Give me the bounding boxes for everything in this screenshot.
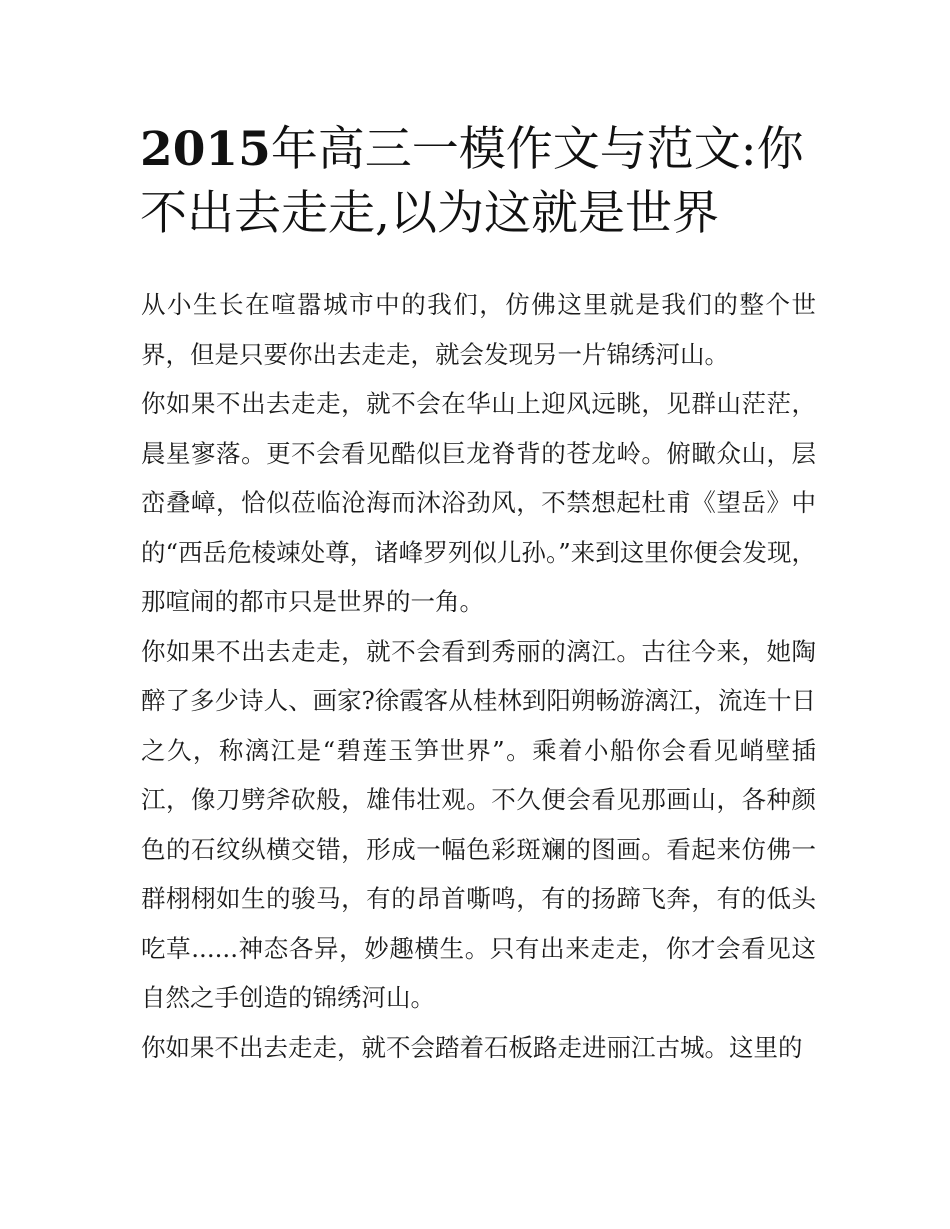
paragraph-1: 从小生长在喧嚣城市中的我们，仿佛这里就是我们的整个世界，但是只要你出去走走，就会发现另一片锦绣河山。 — [141, 290, 816, 369]
paragraph-4: 你如果不出去走走，就不会踏着石板路走进丽江古城。这里的 — [141, 1032, 803, 1062]
title-text: 年高三一模作文与范文:你不出去走走,以为这就是世界 — [140, 122, 804, 241]
document-body — [141, 280, 816, 1072]
paragraph-2: 你如果不出去走走，就不会在华山上迎风远眺，见群山茫茫，晨星寥落。更不会看见酷似巨龙脊背的苍龙岭。俯瞰众山，层峦叠嶂，恰似莅临沧海而沐浴劲风，不禁想起杜甫《望岳》中的“西岳危棱竦处尊，诸峰罗列似儿孙。”来到这里你便会发现，那喧闹的都市只是世界的一角。 — [141, 389, 816, 616]
title-year: 2015 — [140, 122, 271, 177]
document-title — [140, 118, 820, 246]
paragraph-3: 你如果不出去走走，就不会看到秀丽的漓江。古往今来，她陶醉了多少诗人、画家?徐霞客从桂林到阳朔畅游漓江，流连十日之久，称漓江是“碧莲玉笋世界”。乘着小船你会看见峭壁插江，像刀劈斧砍般，雄伟壮观。不久便会看见那画山，各种颜色的石纹纵横交错，形成一幅色彩斑斓的图画。看起来仿佛一群栩栩如生的骏马，有的昂首嘶鸣，有的扬蹄飞奔，有的低头吃草......神态各异，妙趣横生。只有出来走走，你才会看见这自然之手创造的锦绣河山。 — [141, 636, 816, 1012]
